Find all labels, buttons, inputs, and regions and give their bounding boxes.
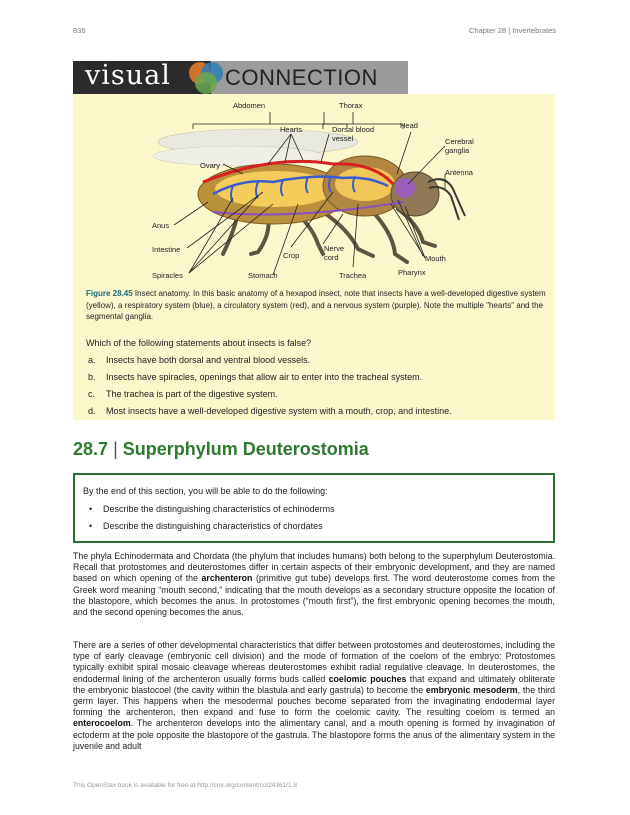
section-number: 28.7 (73, 439, 109, 459)
objective-item: • Describe the distinguishing characteristics of chordates (89, 521, 323, 531)
footer-availability-note: This OpenStax book is available for free at http://cnx.org/content/col24361/1.8 (73, 782, 298, 789)
objectives-intro: By the end of this section, you will be able to do the following: (83, 486, 328, 496)
section-title (73, 439, 369, 460)
banner-visual-text: visual (85, 61, 171, 91)
visual-connection-banner (73, 61, 408, 94)
label-stomach: Stomach (248, 271, 278, 280)
visual-connection-panel (73, 94, 555, 420)
label-dorsal-blood: Dorsal blood (332, 125, 375, 134)
question-prompt: Which of the following statements about insects is false? (86, 338, 312, 348)
page-number: 836 (73, 26, 86, 35)
figure-caption (86, 288, 546, 323)
answer-option: c. The trachea is part of the digestive system. (88, 389, 278, 399)
label-anus: Anus (152, 221, 170, 230)
figure-caption-text: Insect anatomy. In this basic anatomy of a hexapod insect, note that insects have a well-developed digestive system (yellow), a respiratory system (blue), a circulatory system (red), and a nervous system (purple). Note the multiple "hearts" and the segmental ganglia. (86, 289, 546, 321)
label-spiracles: Spiracles (152, 271, 183, 280)
label-hearts: Hearts (280, 125, 303, 134)
label-vessel: vessel (332, 134, 354, 143)
cerebral-ganglia-shape (395, 178, 415, 198)
body-paragraph-1: The phyla Echinodermata and Chordata (the phylum that includes humans) both belong to the superphylum Deuterostomia. Recall that protostomes and deuterostomes differ in certain aspects of their embryonic development, and they are named based on which opening of the archenteron (primitive gut tube) develops first. The word deuterostome comes from the Greek word meaning “mouth second,” indicating that the mouth develops as a secondary structure opposite the location of the blastopore, which becomes the anus. In protostomes (“mouth first”), the first embryonic opening becomes the mouth, and the second opening becomes the anus. (73, 551, 555, 618)
label-thorax: Thorax (339, 101, 363, 110)
label-antenna: Antenna (445, 168, 473, 177)
label-head: Head (400, 121, 418, 130)
label-nerve: Nerve (324, 244, 345, 253)
answer-options (86, 352, 546, 420)
label-cord: cord (324, 253, 339, 262)
insect-anatomy-diagram (73, 94, 555, 286)
objective-item: • Describe the distinguishing characteristics of echinoderms (89, 504, 335, 514)
body-paragraph-2: There are a series of other developmental characteristics that differ between protostomes and deuterostomes, including the type of early cleavage (embryonic cell division) and the mode of formation of the coelom of the embryo: Protostomes typically exhibit spiral mosaic cleavage whereas deuterostomes exhibit radial regulative cleavage. In deuterostomes, the endodermal lining of the archenteron usually forms buds called coelomic pouches that expand and ultimately obliterate the embryonic blastocoel (the cavity within the blastula and early gastrula) to become the embryonic mesoderm, the third germ layer. This happens when the mesodermal pouches become separated from the invaginating endodermal layer forming the archenteron, then expand and fuse to form the coelomic cavity. The resulting coelom is termed an enterocoelom. The archenteron develops into the alimentary canal, and a mouth opening is formed by invagination of ectoderm at the pole opposite the blastopore of the gastrula. The blastopore forms the anus of the alimentary system in the juvenile and adult (73, 640, 555, 751)
banner-connection-text: CONNECTION (225, 65, 378, 90)
term-enterocoelom: enterocoelom (73, 718, 131, 729)
section-separator: | (113, 439, 118, 459)
section-name: Superphylum Deuterostomia (122, 439, 369, 459)
label-ovary: Ovary (200, 161, 221, 170)
label-abdomen: Abdomen (233, 101, 266, 110)
answer-option: a. Insects have both dorsal and ventral blood vessels. (88, 355, 311, 365)
label-mouth: Mouth (425, 254, 446, 263)
venn-logo-icon (186, 61, 226, 94)
label-pharynx: Pharynx (398, 268, 426, 277)
figure-caption-label: Figure 28.45 (86, 289, 133, 298)
label-cerebral: Cerebral (445, 137, 474, 146)
label-ganglia: ganglia (445, 146, 470, 155)
label-crop: Crop (283, 251, 300, 260)
answer-option: b. Insects have spiracles, openings that allow air to enter into the tracheal system. (88, 372, 423, 382)
label-intestine: Intestine (152, 245, 181, 254)
term-archenteron: archenteron (201, 573, 253, 584)
term-coelomic-pouches: coelomic pouches (328, 673, 407, 684)
term-embryonic-mesoderm: embryonic mesoderm (425, 684, 518, 695)
chapter-header: Chapter 28 | Invertebrates (469, 26, 556, 35)
answer-option: d. Most insects have a well-developed digestive system with a mouth, crop, and intestine. (88, 406, 452, 416)
learning-objectives-box (73, 473, 555, 543)
label-trachea: Trachea (339, 271, 367, 280)
